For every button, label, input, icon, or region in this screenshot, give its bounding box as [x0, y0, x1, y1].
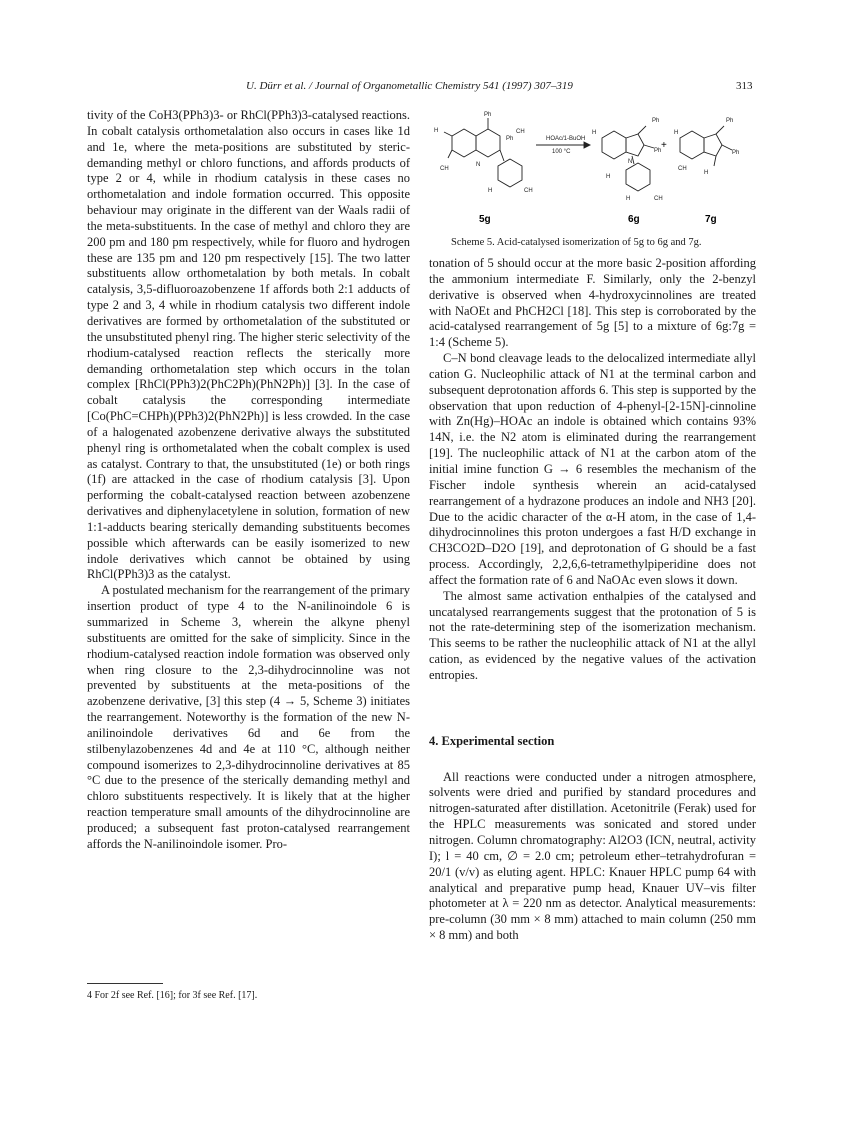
footnote: 4 For 2f see Ref. [16]; for 3f see Ref. [17].: [87, 990, 258, 1001]
ring-6g-pyrrole: [626, 134, 644, 156]
running-head: U. Dürr et al. / Journal of Organometallic Chemistry 541 (1997) 307–319: [246, 80, 573, 92]
left-paragraph-1: tivity of the CoH3(PPh3)3- or RhCl(PPh3)3-catalysed reactions. In cobalt catalysis orthometalation also occurs in cases like 1d and 1e, where the meta-positions are substituted by steric-demanding methyl or chloro functions, and affords products of type 2 or 4, while in rhodium catalysis in these cases no orthometalation and indole formation occurred. This opposite behaviour may originate in the different van der Waals radii of the meta-substituents. In the case of methyl and chloro they are 200 pm and 180 pm respectively, while for fluoro and hydrogen these are 135 pm and 120 pm respectively [15]. The two latter substituents allow orthometalation by both metals. In cobalt catalysis, 3,5-difluoroazobenzene 1f affords both 2:1 adducts of type 2 and 3, 4 while in rhodium catalysis two different indole derivatives are formed by orthometalation of the substituted or the unsubstituted phenyl ring. The higher steric selectivity of the rhodium-catalysed reaction reflects the sterically more demanding orthometalation step which occurs in the tolan complex [RhCl(PPh3)2(PhC2Ph)(PhN2Ph)] [3]. In the case of cobalt catalysis the corresponding intermediate [Co(PhC=CHPh)(PPh3)2(PhN2Ph)] is less crowded. In the case of a halogenated azobenzene derivative always the substituted phenyl ring is orthometalated when the cobalt complex is used as catalyst. Contrary to that, the unsubstituted (1e) or both rings (1f) are attacked in the case of rhodium catalysis [3]. Upon performing the cobalt-catalysed reaction between azobenzene derivatives and diphenylacetylene in solution, formation of new 1:1-adducts bearing sterically demanding substituents becomes possible which afterwards can be easily isomerized to new indole derivatives which cannot be obtained by using RhCl(PPh3)3 as the catalyst.: [87, 108, 410, 582]
left-paragraph-2: A postulated mechanism for the rearrangement of the primary insertion product of type 4 to the N-anilinoindole 6 is summarized in Scheme 3, wherein the alkyne phenyl substituents are omitted for the sake of simplicity. Since in the rhodium-catalysed reaction indole formation was observed only when ring closure to the 2,3-dihydrocinnoline was not prevented by substituents at the meta-positions of the azobenzene derivative, [3] this step (4 → 5, Scheme 3) initiates the rearrangement. Noteworthy is the formation of the new N-anilinoindole derivatives 6d and 6e from the stilbenylazobenzenes 4d and 4e at 110 °C, although neither compound isomerizes to 2,3-dihydrocinnoline derivatives at 85 °C due to the presence of the sterically demanding methyl and chloro substituents respectively. It is likely that at the higher reaction temperature small amounts of the dihydrocinnoline are produced; a subsequent fast proton-catalysed rearrangement affords the N-anilinoindole isomer. Pro-: [87, 583, 410, 851]
page-header: [0, 80, 845, 96]
right-paragraph-4: All reactions were conducted under a nitrogen atmosphere, solvents were dried and purified by standard procedures and nitrogen-saturated after distillation. Acetonitrile (Ferak) used for the HPLC measurements was sonicated and stored under nitrogen. Column chromatography: Al2O3 (ICN, neutral, activity I); l = 40 cm, ∅ = 2.0 cm; petroleum ether–tetrahydrofuran = 20/1 (v/v) as eluting agent. HPLC: Knauer HPLC pump 64 with analytical and preparative pump head, Knauer UV–vis filter photometer at λ = 220 nm as detector. Analytical measurements: pre-column (30 mm × 8 mm) attached to main column (250 mm × 8 mm) and both: [429, 769, 756, 943]
page-number: 313: [736, 80, 753, 92]
svg-text:N: N: [476, 162, 481, 168]
svg-text:CH: CH: [678, 166, 687, 172]
scheme-caption: Scheme 5. Acid-catalysed isomerization of 5g to 6g and 7g.: [451, 237, 702, 248]
svg-text:H: H: [674, 130, 679, 136]
svg-text:Ph: Ph: [654, 148, 662, 154]
scheme-5-drawing: [432, 108, 757, 228]
arrow-label-bottom: 100 °C: [552, 149, 571, 155]
ring-5g-benzo: [452, 129, 476, 157]
label-7g: 7g: [705, 214, 717, 225]
scheme-5-figure: [432, 108, 757, 228]
svg-text:Ph: Ph: [484, 112, 492, 118]
svg-text:CH: CH: [516, 129, 525, 135]
svg-text:H: H: [626, 196, 631, 202]
svg-text:H: H: [606, 174, 611, 180]
svg-text:H: H: [704, 170, 709, 176]
svg-text:H: H: [592, 130, 597, 136]
svg-text:N: N: [628, 159, 633, 165]
plus-sign: +: [661, 140, 667, 151]
svg-text:Ph: Ph: [726, 118, 734, 124]
svg-text:CH: CH: [440, 166, 449, 172]
right-paragraph-1: tonation of 5 should occur at the more basic 2-position affording the ammonium intermediate F. Similarly, only the 2-benzyl derivative is observed when 4-hydroxycinnolines are treated with NaOEt and PhCH2Cl [18]. This step is corroborated by the acid-catalysed rearrangement of 5g [5] to a mixture of 6g:7g = 1:4 (Scheme 5).: [429, 256, 756, 350]
right-column: [429, 256, 756, 944]
svg-text:Ph: Ph: [732, 150, 740, 156]
svg-text:Ph: Ph: [506, 136, 514, 142]
right-paragraph-2: C–N bond cleavage leads to the delocalized intermediate allyl cation G. Nucleophilic attack of N1 at the terminal carbon and subsequent deprotonation affords 6. This step is supported by the observation that upon reduction of 4-phenyl-[2-15N]-cinnoline with Zn(Hg)–HOAc an indole is obtained which contains 93% 14N, i.e. the N2 atom is eliminated during the rearrangement [19]. The nucleophilic attack of N1 at the carbon atom of the initial imine function G → 6 resembles the mechanism of the Fischer indole synthesis wherein an acid-catalysed rearrangement of a hydrazone produces an indole and NH3 [20]. Due to the acidic character of the α-H atom, in the case of 1,4-dihydrocinnolines this proton undergoes a fast H/D exchange in CH3CO2D–D2O [19], and deprotonation of G should be a fast process. Accordingly, 2,2,6,6-tetramethylpiperidine does not affect the formation rate of 6 and NaOAc even slows it down.: [429, 351, 756, 587]
svg-text:H: H: [488, 188, 493, 194]
ring-5g-hetero: [476, 129, 500, 157]
ring-6g-anilino: [626, 163, 650, 191]
ring-6g-benzo: [602, 131, 626, 159]
footnote-rule: [87, 983, 163, 984]
svg-text:Ph: Ph: [652, 118, 660, 124]
ring-7g-pyrrole: [704, 134, 722, 156]
svg-text:CH: CH: [654, 196, 663, 202]
section-heading: 4. Experimental section: [429, 733, 555, 748]
svg-text:H: H: [434, 128, 439, 134]
ring-5g-aryl: [498, 159, 522, 187]
label-6g: 6g: [628, 214, 640, 225]
svg-text:CH: CH: [524, 188, 533, 194]
label-5g: 5g: [479, 214, 491, 225]
ring-7g-benzo: [680, 131, 704, 159]
left-column: [87, 108, 410, 853]
right-paragraph-3: The almost same activation enthalpies of the catalysed and uncatalysed rearrangements suggest that the protonation of 5 is not the rate-determining step of the isomerization mechanism. This seems to be rather the nucleophilic attack of N1 at the allyl cation, as evidenced by the negative values of the activation entropies.: [429, 588, 756, 682]
arrow-label-top: HOAc/1-BuOH: [546, 136, 586, 142]
